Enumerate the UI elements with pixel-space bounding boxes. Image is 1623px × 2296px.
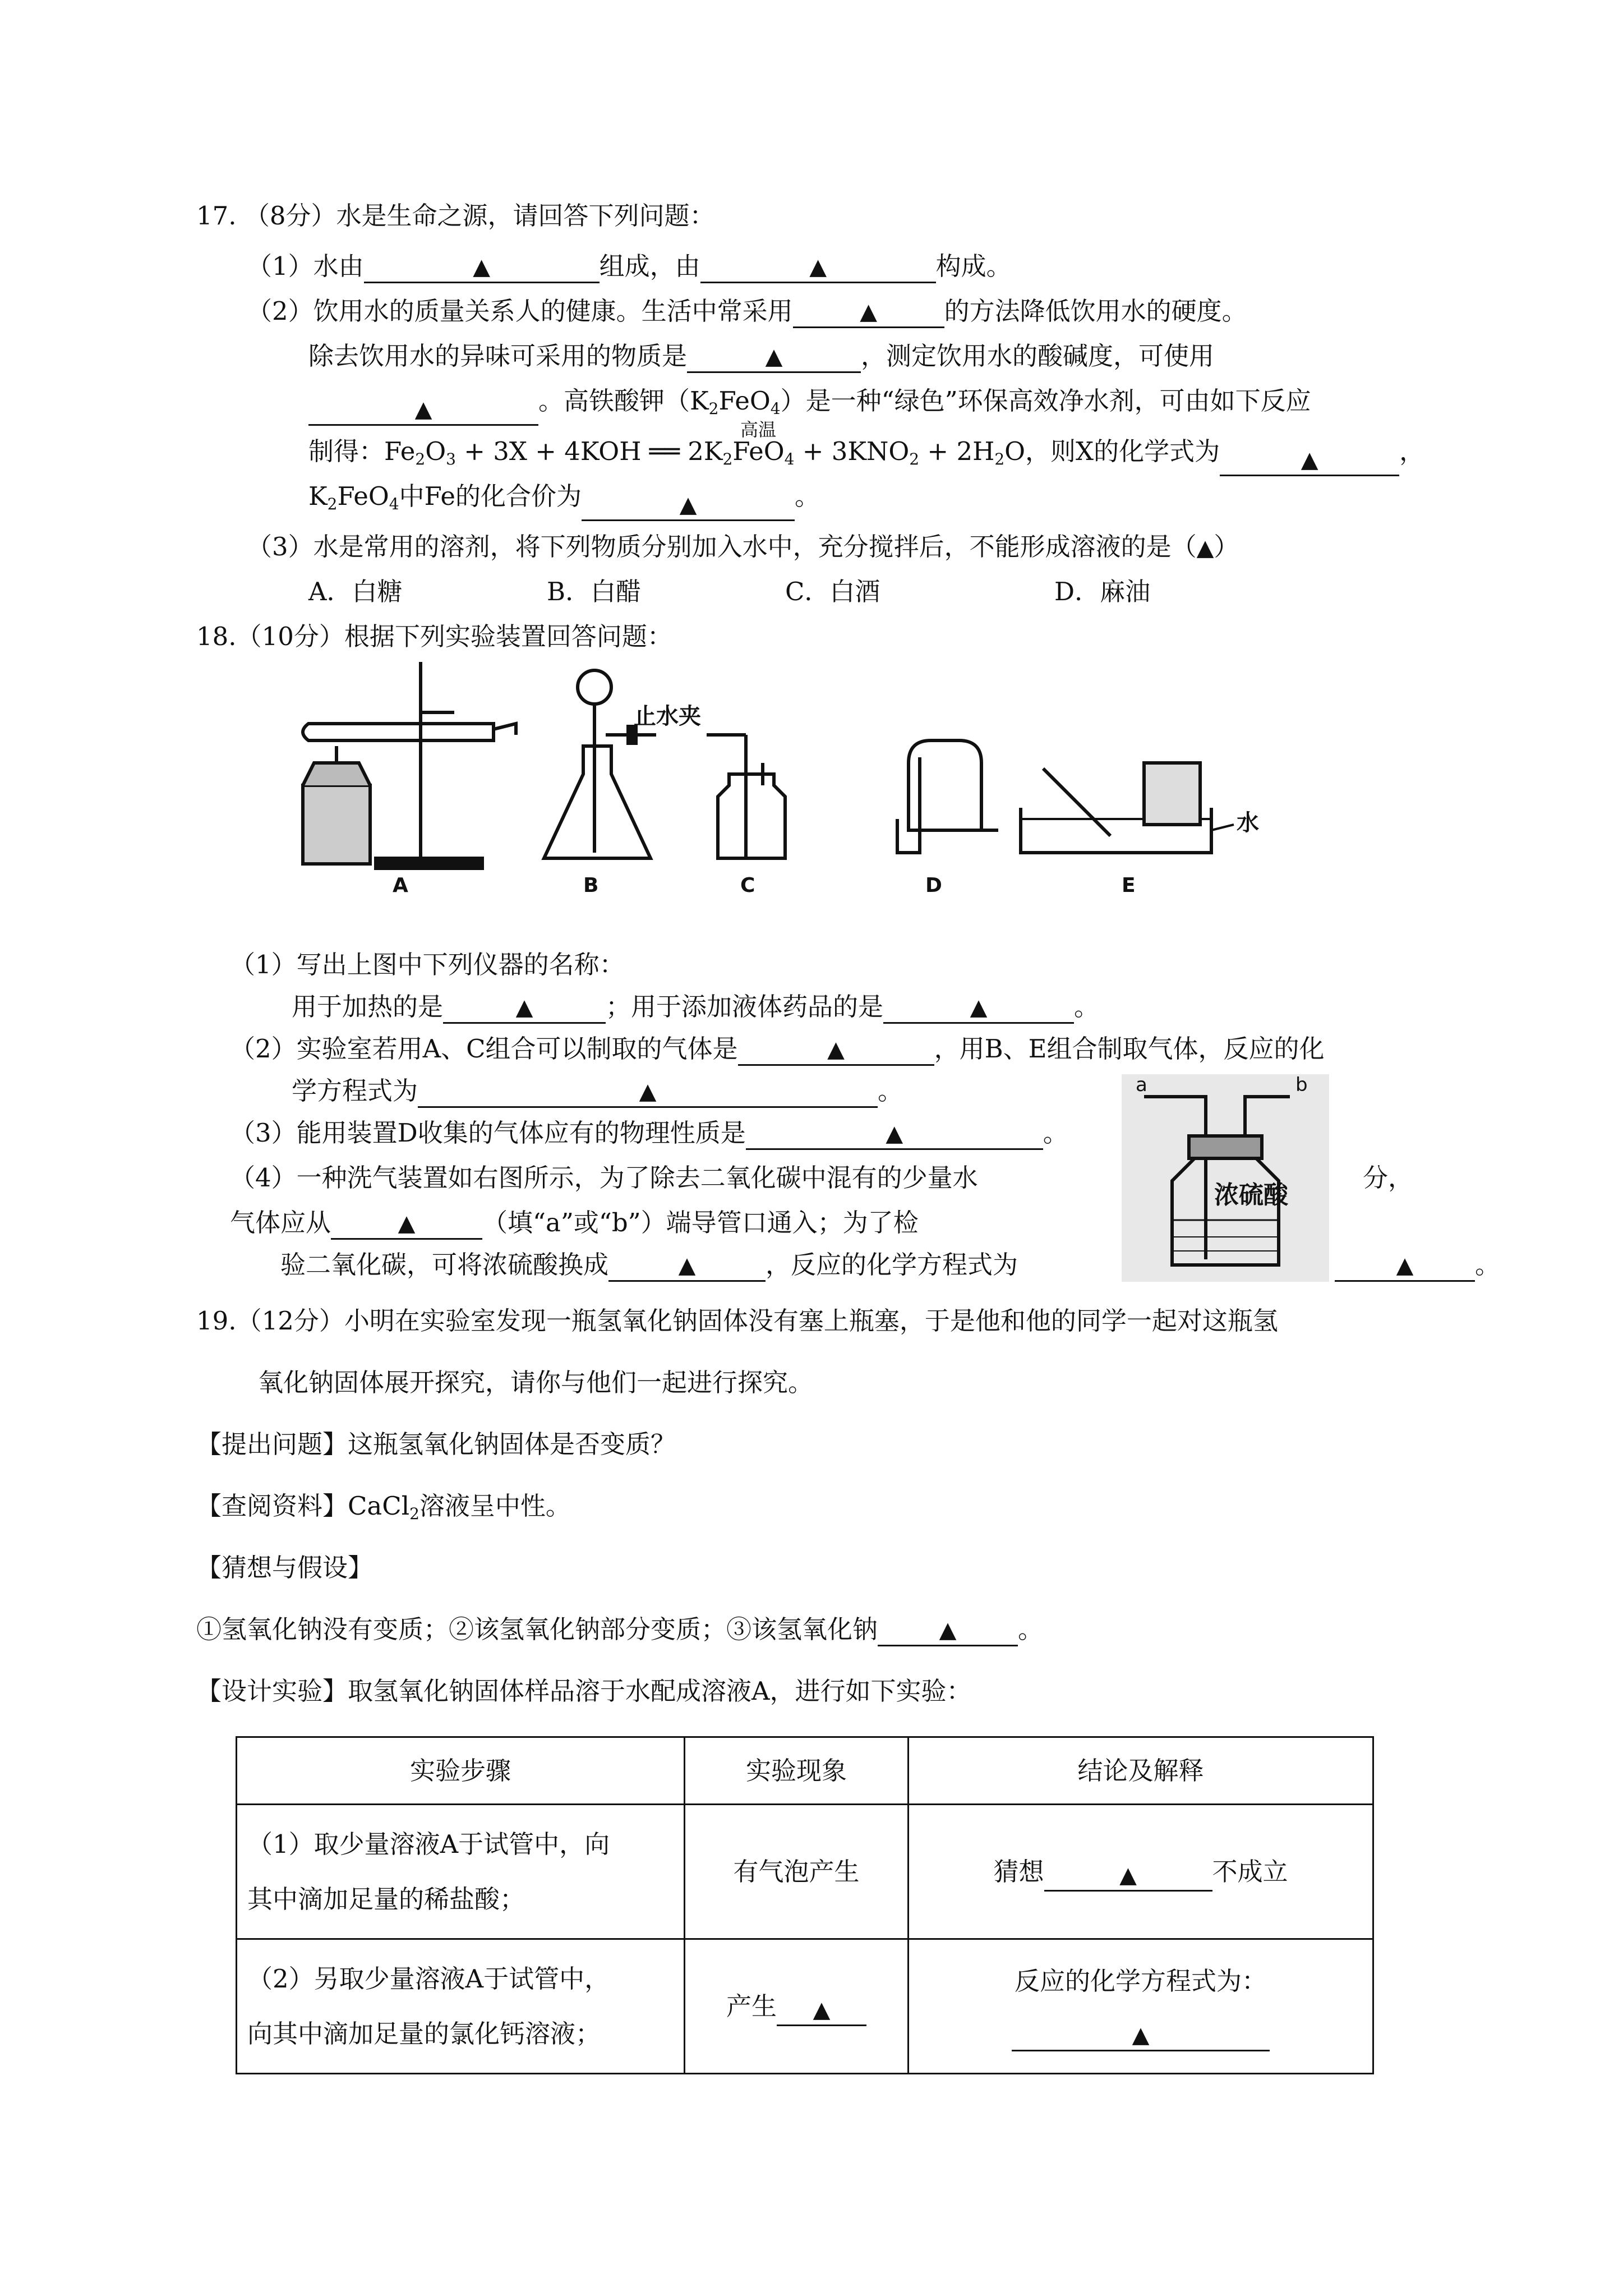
- q18-part4-c-end: ▲ 。: [1335, 1248, 1500, 1282]
- water-label: 水: [1237, 810, 1259, 836]
- gas-washing-bottle-figure: [1122, 1074, 1329, 1282]
- table-row: [237, 1805, 1373, 1939]
- answer-blank[interactable]: ▲: [878, 1613, 1018, 1646]
- table-header: 实验步骤: [237, 1737, 685, 1805]
- q18-part1-a: （1）写出上图中下列仪器的名称：: [230, 950, 625, 979]
- label-a: A: [393, 874, 408, 897]
- q18-part4-c: 验二氧化碳，可将浓硫酸换成 ▲ ，反应的化学方程式为: [280, 1248, 1018, 1282]
- q17-part3: （3）水是常用的溶剂，将下列物质分别加入水中，充分搅拌后，不能形成溶液的是（▲）: [247, 532, 1239, 562]
- q17-part2-line3: ▲ 。高铁酸钾$(K_2FeO_4)$是一种“绿色”环保高效净水剂，可由如下反应: [308, 384, 1311, 426]
- answer-blank[interactable]: ▲: [418, 1075, 878, 1108]
- phenomenon-cell: 有气泡产生: [685, 1805, 909, 1939]
- q19-title: 19.（12分）小明在实验室发现一瓶氢氧化钠固体没有塞上瓶塞，于是他和他的同学一起对这瓶氢: [196, 1306, 1278, 1336]
- answer-blank[interactable]: ▲: [687, 340, 861, 373]
- reaction-condition: 高温: [740, 419, 777, 440]
- conclusion-cell: 猜想 ▲ 不成立: [909, 1805, 1373, 1939]
- table-row: [237, 1939, 1373, 2074]
- answer-blank[interactable]: ▲: [793, 295, 944, 328]
- answer-blank[interactable]: ▲: [1220, 443, 1399, 476]
- q17-part2-line2: 除去饮用水的异味可采用的物质是 ▲ ，测定饮用水的酸碱度，可使用: [308, 339, 1214, 373]
- experiment-table: [236, 1736, 1374, 2074]
- acid-label: 浓硫酸: [1214, 1181, 1288, 1209]
- q17-title: 17. （8分）水是生命之源，请回答下列问题：: [196, 201, 715, 231]
- option-c: C．白酒: [785, 577, 880, 606]
- answer-blank[interactable]: ▲: [582, 488, 795, 521]
- q18-part4-b: 气体应从 ▲ （填“a”或“b”）端导管口通入；为了检: [230, 1206, 919, 1240]
- answer-blank[interactable]: ▲: [364, 250, 600, 283]
- q18-part4-a: （4）一种洗气装置如右图所示，为了除去二氧化碳中混有的少量水: [230, 1163, 978, 1193]
- q19-question: 【提出问题】这瓶氢氧化钠固体是否变质？: [196, 1429, 676, 1459]
- answer-blank[interactable]: ▲: [608, 1249, 766, 1282]
- apparatus-d: [897, 740, 998, 853]
- q19-design: 【设计实验】取氢氧化钠固体样品溶于水配成溶液A，进行如下实验：: [196, 1676, 972, 1706]
- answer-blank[interactable]: ▲: [1044, 1858, 1212, 1892]
- q19-data: 【查阅资料】CaCl$_2$溶液呈中性。: [196, 1491, 571, 1523]
- table-header: 结论及解释: [909, 1737, 1373, 1805]
- apparatus-figure: [269, 651, 1279, 909]
- phenomenon-cell: 产生 ▲: [685, 1939, 909, 2074]
- apparatus-b: [544, 670, 656, 858]
- answer-blank[interactable]: ▲: [746, 1117, 1043, 1150]
- q17-part2-line1: （2）饮用水的质量关系人的健康。生活中常采用 ▲ 的方法降低饮用水的硬度。: [247, 295, 1247, 328]
- q18-part4-a-end: 分，: [1363, 1163, 1414, 1193]
- step-cell: （1）取少量溶液A于试管中，向 其中滴加足量的稀盐酸；: [237, 1805, 685, 1939]
- answer-blank[interactable]: ▲: [738, 1033, 934, 1066]
- answer-blank[interactable]: ▲: [1196, 535, 1214, 561]
- option-a: A．白糖: [308, 577, 403, 606]
- q19-title-2: 氧化钠固体展开探究，请你与他们一起进行探究。: [258, 1368, 814, 1397]
- q17-part2-line5: $K_2FeO_4$中Fe的化合价为 ▲ 。: [308, 480, 820, 521]
- clip-label: 止水夹: [634, 703, 701, 729]
- answer-blank[interactable]: ▲: [777, 1993, 866, 2026]
- q17-part2-line4: 制得：$Fe_2O_3 + 3X + 4KOH$ ══ $2K_2FeO_4 + 3KNO_2 + 2H_2O$，则X的化学式为 ▲ ，: [308, 435, 1424, 476]
- q18-part2-b: 学方程式为 ▲ 。: [292, 1074, 903, 1108]
- label-c: C: [740, 874, 755, 897]
- answer-blank[interactable]: ▲: [1335, 1249, 1475, 1282]
- apparatus-e: [1021, 763, 1234, 853]
- answer-blank[interactable]: ▲: [1012, 2018, 1270, 2051]
- q17-part1: （1）水由 ▲ 组成，由 ▲ 构成。: [247, 250, 1012, 283]
- option-d: D．麻油: [1054, 577, 1151, 606]
- answer-blank[interactable]: ▲: [308, 393, 538, 426]
- table-header: 实验现象: [685, 1737, 909, 1805]
- q18-title: 18.（10分）根据下列实验装置回答问题：: [196, 622, 672, 651]
- apparatus-a: [303, 662, 516, 868]
- q19-hypothesis: ①氢氧化钠没有变质；②该氢氧化钠部分变质；③该氢氧化钠 ▲ 。: [196, 1613, 1043, 1646]
- q18-part3: （3）能用装置D收集的气体应有的物理性质是 ▲ 。: [230, 1116, 1068, 1150]
- answer-blank[interactable]: ▲: [331, 1207, 482, 1240]
- answer-blank[interactable]: ▲: [883, 991, 1074, 1024]
- label-b: B: [583, 874, 599, 897]
- q18-part2-a: （2）实验室若用A、C组合可以制取的气体是 ▲ ，用B、E组合制取气体，反应的化: [230, 1032, 1324, 1066]
- label-d: D: [925, 874, 942, 897]
- step-cell: （2）另取少量溶液A于试管中， 向其中滴加足量的氯化钙溶液；: [237, 1939, 685, 2074]
- option-b: B．白醋: [547, 577, 642, 606]
- q19-hypothesis-head: 【猜想与假设】: [196, 1553, 374, 1582]
- answer-blank[interactable]: ▲: [443, 991, 606, 1024]
- table-header-row: [237, 1737, 1373, 1805]
- conclusion-cell: 反应的化学方程式为： ▲: [909, 1939, 1373, 2074]
- tube-b-label: b: [1295, 1074, 1308, 1096]
- answer-blank[interactable]: ▲: [700, 250, 936, 283]
- label-e: E: [1122, 874, 1136, 897]
- tube-a-label: a: [1136, 1074, 1147, 1096]
- apparatus-c: [707, 735, 785, 858]
- q18-part1-b: 用于加热的是 ▲ ；用于添加液体药品的是 ▲ 。: [292, 990, 1099, 1024]
